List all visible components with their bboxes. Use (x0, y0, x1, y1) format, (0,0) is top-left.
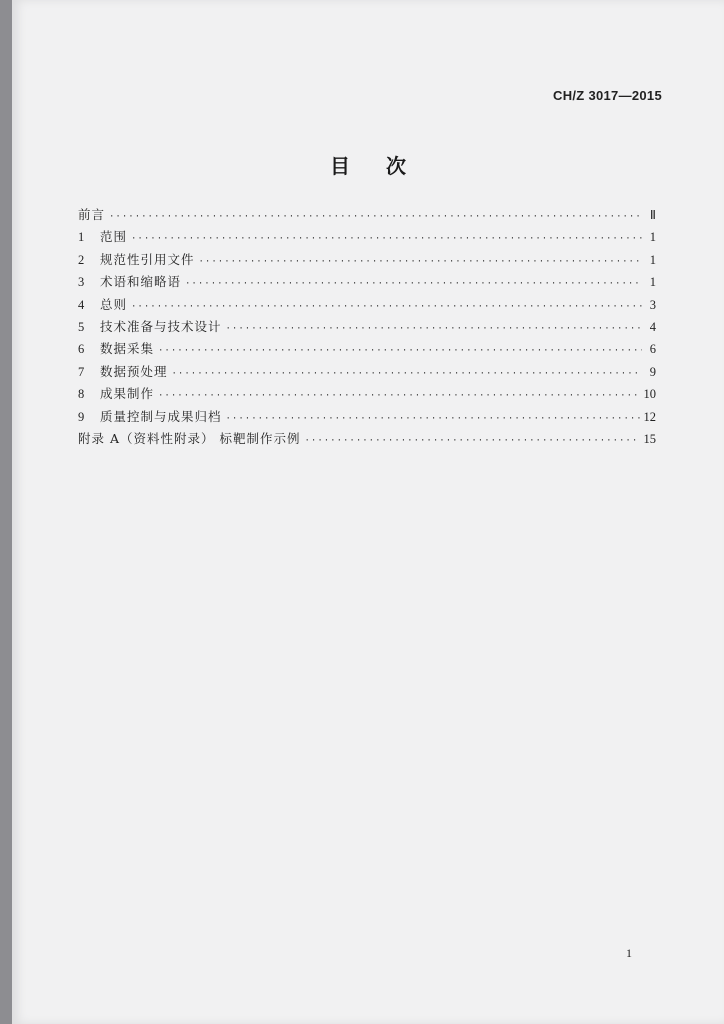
toc-entry-number: 3 (78, 275, 85, 290)
toc-entry-data-acquisition[interactable] (78, 339, 656, 361)
toc-entry-number: 4 (78, 297, 85, 312)
toc-leader-dots (172, 369, 642, 379)
document-page (12, 0, 724, 1024)
table-of-contents (78, 205, 656, 451)
toc-leader-dots (304, 436, 639, 446)
toc-entry-technical-preparation[interactable] (78, 317, 656, 339)
toc-entry-number: 2 (78, 252, 85, 267)
toc-entry-label: 前言 (78, 207, 106, 222)
toc-entry-page: 1 (649, 252, 656, 267)
toc-leader-dots (226, 414, 640, 424)
toc-entry-label: 范围 (100, 229, 128, 245)
toc-entry-page: 10 (643, 387, 656, 402)
page-number: 1 (626, 946, 632, 960)
toc-entry-label: 数据采集 (100, 341, 155, 357)
toc-entry-page: 4 (649, 319, 656, 334)
toc-entry-product-making[interactable] (78, 384, 656, 406)
toc-entry-label: 术语和缩略语 (100, 274, 182, 290)
toc-entry-number: 6 (78, 342, 85, 357)
toc-entry-number: 7 (78, 364, 85, 379)
toc-entry-scope[interactable] (78, 227, 656, 249)
toc-entry-label: 质量控制与成果归档 (100, 408, 222, 424)
toc-entry-appendix-a[interactable] (78, 429, 656, 451)
toc-entry-page: 6 (649, 342, 656, 357)
toc-entry-page: 9 (649, 364, 656, 379)
page-title: 目次 (330, 154, 442, 178)
toc-entry-normative-references[interactable] (78, 250, 656, 272)
toc-leader-dots (131, 234, 642, 244)
toc-entry-quality-control[interactable] (78, 407, 656, 429)
toc-entry-number: 5 (78, 319, 85, 334)
toc-entry-label: 规范性引用文件 (100, 251, 195, 267)
toc-entry-number: 1 (78, 230, 85, 245)
toc-entry-page: 1 (649, 275, 656, 290)
toc-entry-label: 总则 (100, 296, 128, 312)
standard-code: CH/Z 3017—2015 (553, 88, 662, 103)
toc-entry-label: 技术准备与技术设计 (100, 318, 222, 334)
toc-entry-page: 1 (649, 230, 656, 245)
toc-entry-label: 附录 A（资料性附录） 标靶制作示例 (78, 430, 301, 446)
toc-entry-label: 数据预处理 (100, 363, 168, 379)
toc-leader-dots (109, 212, 642, 222)
toc-leader-dots (199, 257, 642, 267)
toc-leader-dots (158, 346, 642, 356)
toc-leader-dots (158, 391, 639, 401)
toc-entry-page: Ⅱ (649, 208, 656, 222)
toc-entry-number: 9 (78, 409, 85, 424)
toc-entry-data-preprocessing[interactable] (78, 362, 656, 384)
toc-entry-page: 3 (649, 297, 656, 312)
toc-leader-dots (226, 324, 642, 334)
toc-entry-page: 15 (643, 431, 656, 446)
toc-entry-page: 12 (643, 409, 656, 424)
toc-leader-dots (131, 302, 642, 312)
toc-entry-foreword[interactable] (78, 205, 656, 227)
toc-entry-terms[interactable] (78, 272, 656, 294)
toc-leader-dots (185, 279, 642, 289)
toc-entry-number: 8 (78, 387, 85, 402)
toc-entry-general[interactable] (78, 295, 656, 317)
toc-entry-label: 成果制作 (100, 386, 155, 402)
